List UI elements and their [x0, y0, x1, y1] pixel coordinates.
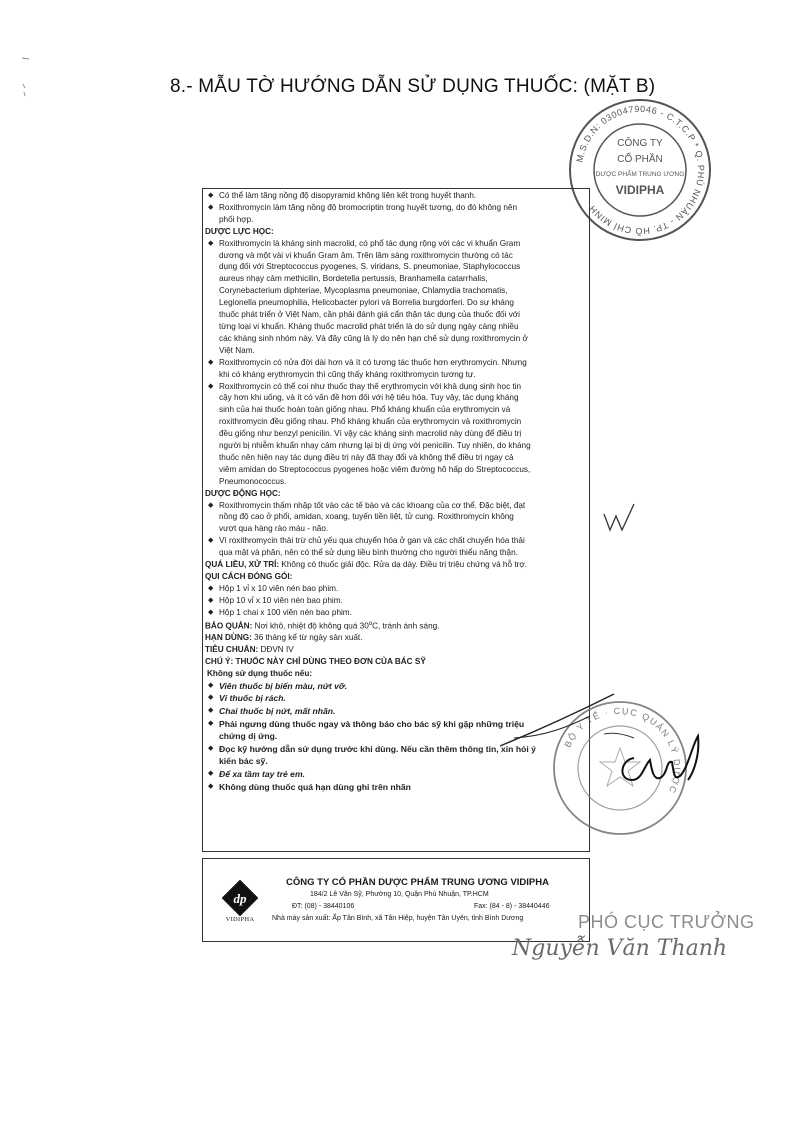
storage-line: BẢO QUẢN: Nơi khô, nhiệt độ không quá 30$^o$C, tránh ánh sáng.	[205, 620, 440, 631]
warning-item: ◆ Phải ngưng dùng thuốc ngay và thông báo cho bác sỹ khi gặp những triệu chứng dị ứng.	[208, 718, 525, 742]
approver-title: PHÓ CỤC TRƯỞNG	[578, 912, 755, 932]
company-fax: Fax: (84 - 8) - 38440446	[474, 903, 550, 910]
logo-caption: VIDIPHA	[225, 916, 255, 923]
warning-item: ◆ Đọc kỹ hướng dẫn sử dụng trước khi dùng. Nếu cần thêm thông tin, xin hỏi ý kiến bác sỹ.	[208, 743, 536, 767]
overdose-line: QUÁ LIỀU, XỬ TRÍ: Không có thuốc giải độc. Rửa dạ dày. Điều trị triệu chứng và hỗ trợ.	[205, 560, 527, 570]
svg-text:M.S.D.N: 0300479046 - C.T.C.P: M.S.D.N: 0300479046 - C.T.C.P * Q. PHÚ NHUẬN - TP. HỒ CHÍ MINH	[574, 103, 707, 237]
pharmacodynamics-paragraph: ◆ Roxithromycin có nửa đời dài hơn và ít có tương tác thuốc hơn erythromycin. Nhưng khi có kháng erythromycin thì cũng thấy kháng roxithromycin tương tự.	[208, 357, 527, 379]
svg-text:BỘ Y TẾ · CỤC QUẢN LÝ DƯỢC: BỘ Y TẾ · CỤC QUẢN LÝ DƯỢC	[562, 705, 683, 796]
shelf-life-line: HẠN DÙNG: 36 tháng kể từ ngày sản xuất.	[205, 633, 363, 643]
pharmacodynamics-paragraph: ◆ Roxithromycin có thể coi như thuốc thay thế erythromycin với khả dụng sinh học tin cậy hơn khi uống, và ít có vấn đề hơn đối với hệ tiêu hóa. Tuy vậy, tác dụng kháng sinh của hai thuốc hoàn toàn giống nhau. Phổ kháng khuẩn của erythromycin và roxithromycin đều giống nhau. Phổ kháng khuẩn của erythromycin và roxithromycin đều giống như benzyl penicilin. Vì vậy các kháng sinh macrolid này dùng để điều trị người bị nhiễm khuẩn nhạy cảm nhưng lại bị dị ứng với penicilin. Tuy nhiên, do kháng thuốc nên hiện nay tác dụng điều trị này đã thay đổi và không thể điều trị ngay cả viêm amidan do Streptococcus pyogenes hoặc viêm đường hô hấp do Streptococcus, Pneumonococcus.	[208, 381, 531, 486]
do-not-use-item: ◆ Vỉ thuốc bị rách.	[208, 693, 286, 704]
company-address: 184/2 Lê Văn Sỹ, Phường 10, Quận Phú Nhuận, TP.HCM	[310, 891, 489, 898]
svg-text:dp: dp	[233, 891, 247, 906]
initial-mark	[600, 500, 640, 536]
company-factory: Nhà máy sản xuất: Ấp Tân Bình, xã Tân Hiệp, huyện Tân Uyên, tỉnh Bình Dương	[272, 915, 524, 922]
page-title: 8.- MẪU TỜ HƯỚNG DẪN SỬ DỤNG THUỐC: (MẶT B)	[170, 76, 656, 97]
packaging-item: ◆ Hộp 10 vỉ x 10 viên nén bao phim.	[208, 595, 343, 605]
company-phone: ĐT: (08) - 38440106	[292, 903, 355, 910]
company-footer-box	[202, 858, 590, 942]
approver-name: Nguyễn Văn Thanh	[512, 936, 728, 961]
warning-item: ◆ Không dùng thuốc quá hạn dùng ghi trên nhãn	[208, 781, 411, 792]
pharmacokinetics-paragraph: ◆ Vì roxithromycin thải trừ chủ yếu qua chuyển hóa ở gan và các chất chuyển hóa thải qua mật và phân, nên có thể sử dụng liều bình thường cho người thiểu năng thận.	[208, 536, 525, 558]
warning-item: ◆ Để xa tầm tay trẻ em.	[208, 769, 305, 780]
do-not-use-heading: Không sử dụng thuốc nếu:	[207, 668, 313, 678]
pharmacokinetics-heading: DƯỢC ĐỘNG HỌC:	[205, 488, 281, 498]
packaging-item: ◆ Hộp 1 chai x 100 viên nén bao phim.	[208, 607, 352, 617]
vidipha-logo-icon	[222, 880, 258, 916]
packaging-item: ◆ Hộp 1 vỉ x 10 viên nén bao phim.	[208, 583, 339, 593]
do-not-use-item: ◆ Chai thuốc bị nứt, mất nhãn.	[208, 706, 336, 717]
pharmacodynamics-heading: DƯỢC LỰC HỌC:	[205, 226, 274, 236]
company-name: CÔNG TY CỔ PHẦN DƯỢC PHẨM TRUNG ƯƠNG VIDIPHA	[286, 877, 549, 888]
pharmacokinetics-paragraph: ◆ Roxithromycin thấm nhập tốt vào các tế bào và các khoang của cơ thể. Đặc biệt, đạt nồng độ cao ở phổi, amidan, xoang, tuyến tiền liệt, tử cung. Roxithromycin không vượt qua hàng rào máu - não.	[208, 500, 526, 534]
director-signature	[494, 676, 708, 796]
interaction-item: ◆ Roxithromycin làm tăng nồng độ bromocriptin trong huyết tương, do đó không nên phối hợp.	[208, 202, 518, 224]
svg-text:VIDIPHA: VIDIPHA	[615, 183, 665, 197]
scan-marks	[20, 48, 40, 108]
pharmacodynamics-paragraph: ◆ Roxithromycin là kháng sinh macrolid, có phổ tác dụng rộng với các vi khuẩn Gram dương và một vài vi khuẩn Gram âm. Trên lâm sàng roxithromycin thường có tác dụng đối với Streptococcus pyogenes, S. viridans, S. pneumoniae, Staphylococcus aureus nhạy cảm methicilin, Bordetella pertussis, Branhamella catarrhalis, Corynebacterium diphteriae, Mycoplasma pneumoniae, Chlamydia trachomatis, Legionella pneumophilia, Helicobacter pylori và Borrelia burgdorferi. Do sự kháng thuốc phát triển ở Việt Nam, cần phải đánh giá cẩn thận tác dụng của thuốc đối với từng loại vi khuẩn. Kháng thuốc macrolid phát triển là do sử dụng ngày càng nhiều các kháng sinh nhóm này. Và đây cũng là lý do nên hạn chế sử dụng roxithromycin ở Việt Nam.	[208, 238, 528, 355]
svg-text:CÔNG TY: CÔNG TY	[617, 138, 663, 149]
interaction-item: ◆ Có thể làm tăng nồng độ disopyramid không liên kết trong huyết thanh.	[208, 191, 477, 200]
svg-text:CỔ PHẦN: CỔ PHẦN	[617, 154, 663, 165]
prescription-note: CHÚ Ý: THUỐC NÀY CHỈ DÙNG THEO ĐƠN CỦA BÁC SỸ	[205, 657, 426, 667]
packaging-heading: QUI CÁCH ĐÓNG GÓI:	[205, 572, 293, 581]
standard-line: TIÊU CHUẨN: DĐVN IV	[205, 645, 294, 655]
svg-text:DƯỢC PHẨM TRUNG ƯƠNG: DƯỢC PHẨM TRUNG ƯƠNG	[595, 171, 685, 178]
do-not-use-item: ◆ Viên thuốc bị biến màu, nứt vỡ.	[208, 680, 348, 691]
